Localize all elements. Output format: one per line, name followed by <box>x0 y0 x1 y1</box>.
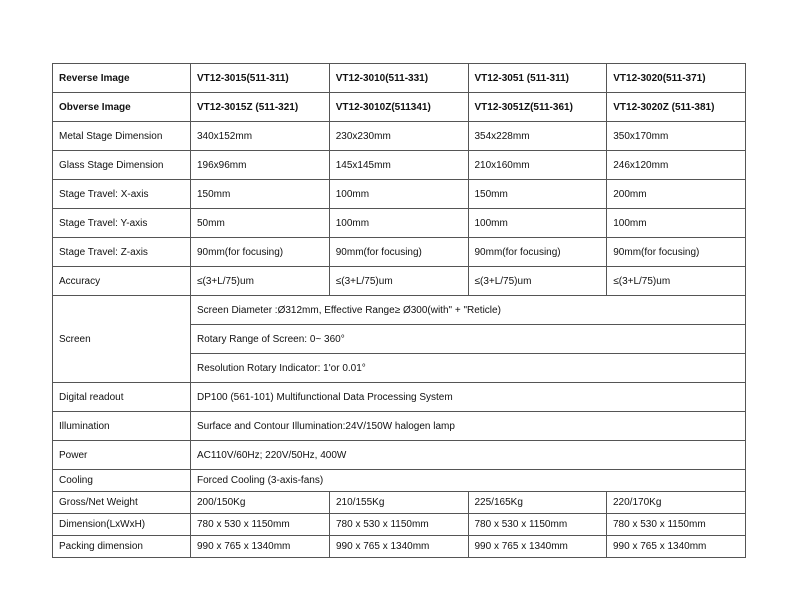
cell-packing-2: 990 x 765 x 1340mm <box>330 536 469 557</box>
row-weight <box>53 492 746 514</box>
cell-screen-resolution: Resolution Rotary Indicator: 1'or 0.01° <box>191 354 746 383</box>
cell-accuracy-1: ≤(3+L/75)um <box>191 267 330 296</box>
cell-metal-stage-2: 230x230mm <box>329 122 468 151</box>
row-travel-z <box>53 238 746 267</box>
cell-digital-readout: DP100 (561-101) Multifunctional Data Processing System <box>191 383 746 412</box>
label-illumination: Illumination <box>53 412 191 441</box>
cell-travel-x-4: 200mm <box>607 180 746 209</box>
row-travel-x <box>53 180 746 209</box>
cell-weight-group <box>191 492 746 514</box>
cell-travel-y-1: 50mm <box>191 209 330 238</box>
cell-accuracy-3: ≤(3+L/75)um <box>468 267 607 296</box>
label-accuracy: Accuracy <box>53 267 191 296</box>
cell-glass-stage-1: 196x96mm <box>191 151 330 180</box>
row-glass-stage <box>53 151 746 180</box>
dimension-subtable <box>191 514 745 535</box>
cell-travel-y-4: 100mm <box>607 209 746 238</box>
label-screen: Screen <box>53 296 191 383</box>
label-digital-readout: Digital readout <box>53 383 191 412</box>
cell-dimension-2: 780 x 530 x 1150mm <box>330 514 469 535</box>
label-packing: Packing dimension <box>53 536 191 558</box>
cell-metal-stage-1: 340x152mm <box>191 122 330 151</box>
label-travel-y: Stage Travel: Y-axis <box>53 209 191 238</box>
cell-reverse-3: VT12-3051 (511-311) <box>468 64 607 93</box>
label-travel-x: Stage Travel: X-axis <box>53 180 191 209</box>
cell-dimension-group <box>191 514 746 536</box>
row-cooling <box>53 470 746 492</box>
label-dimension: Dimension(LxWxH) <box>53 514 191 536</box>
cell-travel-z-4: 90mm(for focusing) <box>607 238 746 267</box>
cell-dimension-1: 780 x 530 x 1150mm <box>197 519 290 530</box>
cell-screen-diameter: Screen Diameter :Ø312mm, Effective Range≥ Ø300(with" + "Reticle) <box>191 296 746 325</box>
cell-metal-stage-3: 354x228mm <box>468 122 607 151</box>
cell-travel-z-2: 90mm(for focusing) <box>329 238 468 267</box>
label-glass-stage: Glass Stage Dimension <box>53 151 191 180</box>
cell-obverse-3: VT12-3051Z(511-361) <box>468 93 607 122</box>
cell-reverse-4: VT12-3020(511-371) <box>607 64 746 93</box>
cell-obverse-2: VT12-3010Z(511341) <box>329 93 468 122</box>
cell-weight-2: 210/155Kg <box>330 492 469 513</box>
row-power <box>53 441 746 470</box>
row-travel-y <box>53 209 746 238</box>
cell-packing-group <box>191 536 746 558</box>
row-illumination <box>53 412 746 441</box>
cell-travel-y-3: 100mm <box>468 209 607 238</box>
cell-weight-4: 220/170Kg <box>607 492 746 513</box>
packing-subtable <box>191 536 745 557</box>
cell-packing-4: 990 x 765 x 1340mm <box>607 536 746 557</box>
cell-travel-y-2: 100mm <box>329 209 468 238</box>
cell-accuracy-4: ≤(3+L/75)um <box>607 267 746 296</box>
weight-subtable <box>191 492 745 513</box>
row-reverse-image <box>53 64 746 93</box>
cell-travel-x-1: 150mm <box>191 180 330 209</box>
spec-table <box>52 63 746 558</box>
row-screen-1 <box>53 296 746 325</box>
cell-accuracy-2: ≤(3+L/75)um <box>329 267 468 296</box>
row-obverse-image <box>53 93 746 122</box>
cell-travel-z-1: 90mm(for focusing) <box>191 238 330 267</box>
cell-obverse-4: VT12-3020Z (511-381) <box>607 93 746 122</box>
cell-weight-3: 225/165Kg <box>468 492 607 513</box>
cell-dimension-4: 780 x 530 x 1150mm <box>607 514 746 535</box>
row-metal-stage <box>53 122 746 151</box>
label-power: Power <box>53 441 191 470</box>
row-accuracy <box>53 267 746 296</box>
label-obverse-image: Obverse Image <box>53 93 191 122</box>
cell-dimension-3: 780 x 530 x 1150mm <box>468 514 607 535</box>
label-reverse-image: Reverse Image <box>53 64 191 93</box>
cell-illumination: Surface and Contour Illumination:24V/150W halogen lamp <box>191 412 746 441</box>
cell-power: AC110V/60Hz; 220V/50Hz, 400W <box>191 441 746 470</box>
cell-travel-z-3: 90mm(for focusing) <box>468 238 607 267</box>
cell-reverse-2: VT12-3010(511-331) <box>329 64 468 93</box>
label-travel-z: Stage Travel: Z-axis <box>53 238 191 267</box>
cell-travel-x-2: 100mm <box>329 180 468 209</box>
cell-weight-1: 200/150Kg <box>197 497 246 508</box>
label-cooling: Cooling <box>53 470 191 492</box>
cell-glass-stage-2: 145x145mm <box>329 151 468 180</box>
cell-packing-1: 990 x 765 x 1340mm <box>197 541 291 552</box>
row-digital-readout <box>53 383 746 412</box>
cell-cooling: Forced Cooling (3-axis-fans) <box>191 470 746 492</box>
cell-packing-3: 990 x 765 x 1340mm <box>468 536 607 557</box>
row-packing <box>53 536 746 558</box>
cell-travel-x-3: 150mm <box>468 180 607 209</box>
label-metal-stage: Metal Stage Dimension <box>53 122 191 151</box>
label-weight: Gross/Net Weight <box>53 492 191 514</box>
cell-glass-stage-3: 210x160mm <box>468 151 607 180</box>
cell-glass-stage-4: 246x120mm <box>607 151 746 180</box>
cell-obverse-1: VT12-3015Z (511-321) <box>191 93 330 122</box>
cell-metal-stage-4: 350x170mm <box>607 122 746 151</box>
row-dimension <box>53 514 746 536</box>
cell-screen-rotary-range: Rotary Range of Screen: 0~ 360° <box>191 325 746 354</box>
cell-reverse-1: VT12-3015(511-311) <box>191 64 330 93</box>
